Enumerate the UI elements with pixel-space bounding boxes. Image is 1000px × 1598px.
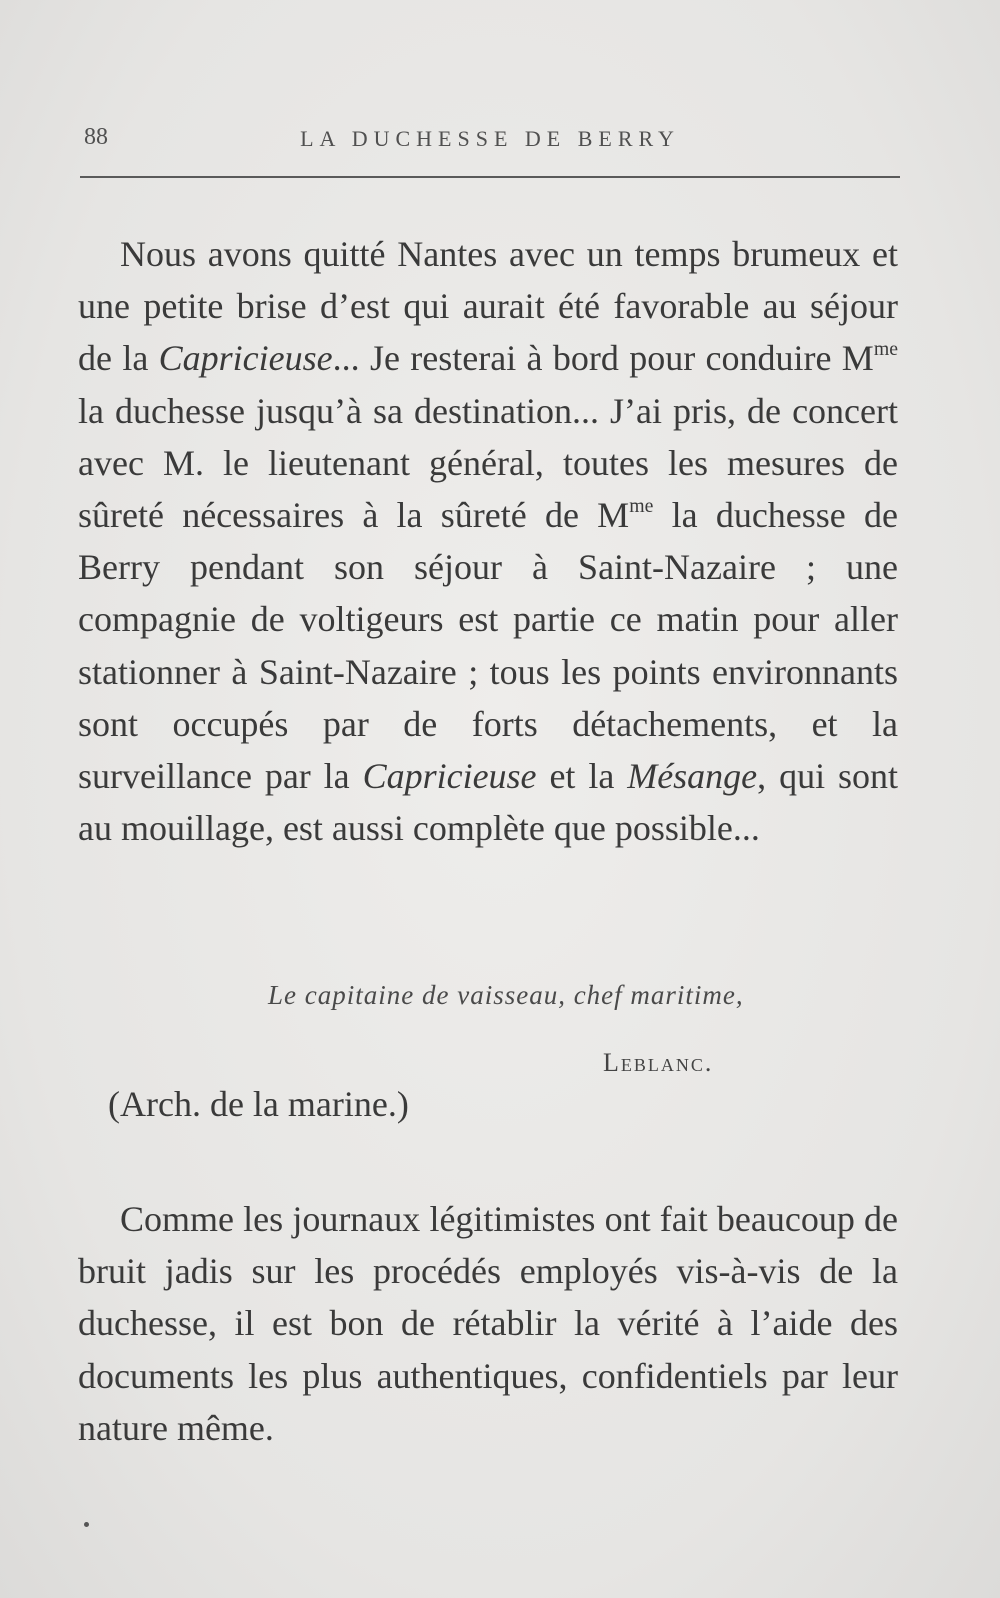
source-citation: (Arch. de la marine.) bbox=[108, 1084, 409, 1124]
commentary-text: Comme les journaux légitimistes ont fait beaucoup de bruit jadis sur les procédés employés vis-à-vis de la duchesse, il est bon de rétablir la vérité à l’aide des documents les plus authentiques, confidentiels par leur nature même. bbox=[78, 1199, 898, 1448]
letter-paragraph bbox=[78, 228, 898, 854]
letter-text: Nous avons quitté Nantes avec un temps brumeux et une petite brise d’est qui aurait été favorable au séjour de la bbox=[78, 234, 898, 379]
signature-title: Le capitaine de vaisseau, chef maritime, bbox=[268, 980, 744, 1010]
superscript-me: me bbox=[873, 338, 898, 361]
page-number: 88 bbox=[84, 124, 108, 150]
print-speck bbox=[84, 1522, 89, 1527]
letter-text: la duchesse jusqu’à sa destination... J’ai pris, de concert avec M. le lieutenant général, toutes les mesures de sûreté nécessaires à la sûreté de M bbox=[78, 390, 898, 536]
header-rule bbox=[80, 176, 900, 178]
ship-name-mesange: Mésange bbox=[627, 756, 758, 797]
letter-text: ... Je resterai à bord pour conduire M bbox=[332, 338, 874, 379]
letter-text: la duchesse de Berry pendant son séjour à Saint-Nazaire ; une compagnie de voltigeurs est partie ce matin pour aller stationner à Saint-Nazaire ; tous les points environnants sont occupés par de forts détachements, et la surveillance par la bbox=[78, 495, 898, 797]
letter-text: et la bbox=[536, 756, 628, 797]
ship-name-capricieuse: Capricieuse bbox=[158, 338, 333, 379]
superscript-me: me bbox=[629, 495, 654, 518]
page-header bbox=[80, 118, 900, 158]
commentary-paragraph bbox=[78, 1193, 898, 1454]
running-title: LA DUCHESSE DE BERRY bbox=[300, 126, 680, 151]
signature-name: Leblanc. bbox=[603, 1048, 714, 1077]
ship-name-capricieuse: Capricieuse bbox=[362, 756, 537, 797]
letter-text: , qui sont au mouillage, est aussi complète que possible... bbox=[78, 756, 898, 849]
